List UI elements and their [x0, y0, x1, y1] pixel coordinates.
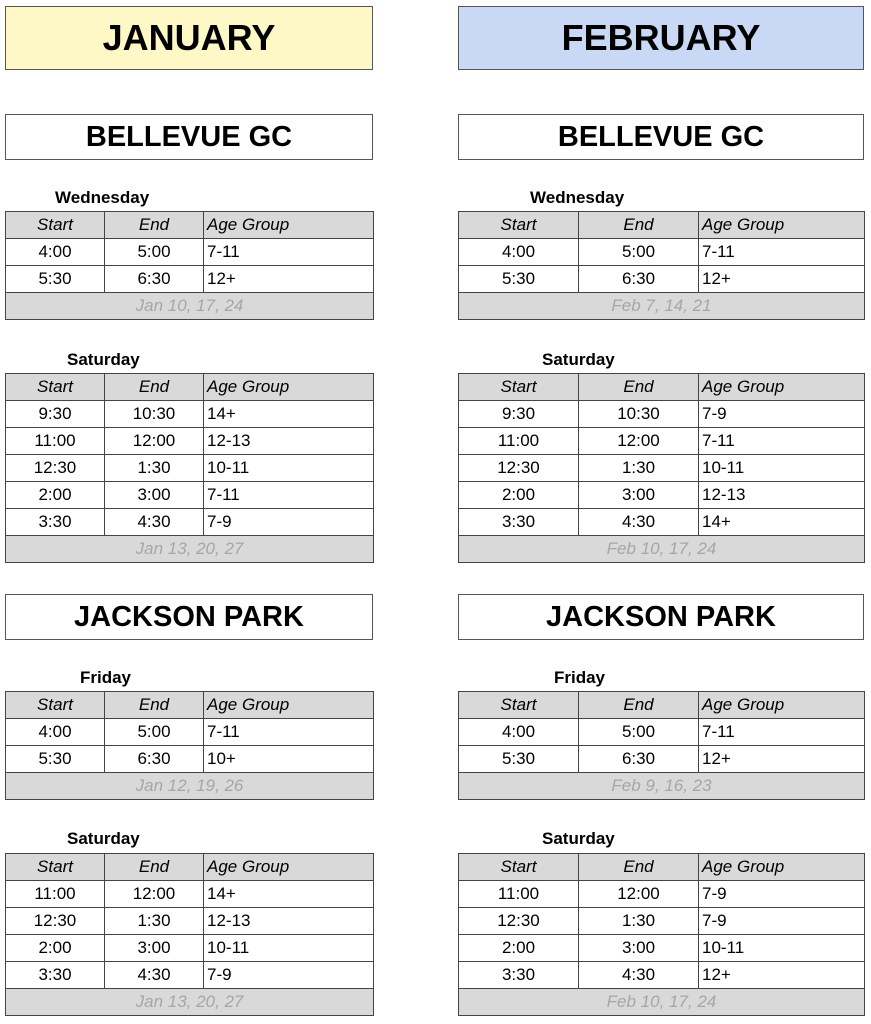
age-cell: 12+ [204, 266, 374, 293]
day-label: Wednesday [530, 188, 625, 207]
start-cell: 5:30 [459, 746, 579, 773]
start-cell: 4:00 [6, 719, 105, 746]
schedule-table [458, 691, 865, 800]
start-cell: 4:00 [6, 239, 105, 266]
start-cell: 3:30 [459, 509, 579, 536]
end-cell: 6:30 [105, 746, 204, 773]
age-group-header: Age Group [699, 854, 865, 881]
age-cell: 7-11 [204, 719, 374, 746]
table-row [459, 266, 865, 293]
end-cell: 5:00 [105, 239, 204, 266]
start-cell: 11:00 [459, 428, 579, 455]
dates-row [6, 773, 374, 800]
venue-title: BELLEVUE GC [458, 114, 864, 160]
age-group-header: Age Group [699, 212, 865, 239]
dates-row [6, 989, 374, 1016]
day-label: Saturday [67, 829, 140, 848]
start-cell: 3:30 [6, 509, 105, 536]
table-row [459, 401, 865, 428]
table-row [6, 239, 374, 266]
age-cell: 7-9 [699, 881, 865, 908]
age-cell: 7-11 [204, 482, 374, 509]
start-header: Start [6, 854, 105, 881]
table-header-row [6, 212, 374, 239]
start-cell: 2:00 [6, 935, 105, 962]
schedule-table [458, 211, 865, 320]
end-header: End [579, 692, 699, 719]
age-cell: 12-13 [699, 482, 865, 509]
age-cell: 10-11 [699, 935, 865, 962]
table-row [6, 266, 374, 293]
age-cell: 10-11 [204, 935, 374, 962]
start-cell: 5:30 [6, 746, 105, 773]
age-group-header: Age Group [699, 374, 865, 401]
table-row [459, 239, 865, 266]
end-cell: 4:30 [105, 509, 204, 536]
table-row [459, 746, 865, 773]
start-header: Start [459, 854, 579, 881]
end-cell: 10:30 [579, 401, 699, 428]
day-label: Saturday [542, 829, 615, 848]
start-cell: 4:00 [459, 239, 579, 266]
table-header-row [459, 854, 865, 881]
start-cell: 12:30 [459, 455, 579, 482]
table-row [459, 482, 865, 509]
day-label: Friday [80, 668, 132, 687]
start-cell: 5:30 [6, 266, 105, 293]
end-cell: 5:00 [579, 239, 699, 266]
table-row [459, 719, 865, 746]
end-header: End [105, 212, 204, 239]
start-cell: 3:30 [6, 962, 105, 989]
age-cell: 12-13 [204, 428, 374, 455]
start-cell: 11:00 [6, 881, 105, 908]
age-cell: 10-11 [699, 455, 865, 482]
end-cell: 1:30 [579, 908, 699, 935]
age-cell: 7-9 [204, 962, 374, 989]
schedule-table [5, 373, 374, 563]
venue-title: BELLEVUE GC [5, 114, 373, 160]
start-header: Start [459, 212, 579, 239]
table-header-row [459, 374, 865, 401]
table-header-row [459, 692, 865, 719]
end-cell: 4:30 [579, 509, 699, 536]
table-row [6, 482, 374, 509]
end-cell: 1:30 [579, 455, 699, 482]
age-cell: 12-13 [204, 908, 374, 935]
age-group-header: Age Group [699, 692, 865, 719]
start-cell: 2:00 [459, 482, 579, 509]
start-cell: 4:00 [459, 719, 579, 746]
age-cell: 7-9 [204, 509, 374, 536]
start-header: Start [459, 374, 579, 401]
table-row [6, 401, 374, 428]
table-row [6, 719, 374, 746]
venue-title: JACKSON PARK [5, 594, 373, 640]
age-cell: 12+ [699, 266, 865, 293]
end-header: End [579, 212, 699, 239]
table-row [6, 935, 374, 962]
month-title: JANUARY [5, 6, 373, 70]
end-cell: 6:30 [579, 266, 699, 293]
table-row [459, 509, 865, 536]
dates-cell: Jan 13, 20, 27 [6, 536, 374, 563]
january-column [5, 0, 413, 1024]
start-cell: 3:30 [459, 962, 579, 989]
day-label: Friday [554, 668, 606, 687]
age-group-header: Age Group [204, 374, 374, 401]
end-header: End [105, 692, 204, 719]
start-header: Start [6, 374, 105, 401]
start-cell: 12:30 [6, 455, 105, 482]
dates-row [459, 293, 865, 320]
end-cell: 5:00 [579, 719, 699, 746]
schedule-table [458, 853, 865, 1016]
schedule-table [5, 211, 374, 320]
day-label: Wednesday [55, 188, 150, 207]
start-cell: 11:00 [459, 881, 579, 908]
dates-cell: Jan 12, 19, 26 [6, 773, 374, 800]
end-cell: 3:00 [105, 935, 204, 962]
dates-cell: Feb 7, 14, 21 [459, 293, 865, 320]
end-header: End [579, 854, 699, 881]
end-cell: 12:00 [105, 881, 204, 908]
day-label: Saturday [542, 350, 615, 369]
end-cell: 12:00 [579, 881, 699, 908]
table-row [459, 962, 865, 989]
end-cell: 6:30 [579, 746, 699, 773]
age-cell: 12+ [699, 962, 865, 989]
end-cell: 3:00 [579, 482, 699, 509]
age-group-header: Age Group [204, 854, 374, 881]
dates-row [6, 293, 374, 320]
table-row [6, 455, 374, 482]
schedule-table [5, 853, 374, 1016]
start-cell: 12:30 [459, 908, 579, 935]
start-header: Start [459, 692, 579, 719]
start-header: Start [6, 692, 105, 719]
end-cell: 1:30 [105, 908, 204, 935]
schedule-table [5, 691, 374, 800]
age-cell: 14+ [699, 509, 865, 536]
table-row [6, 428, 374, 455]
start-header: Start [6, 212, 105, 239]
age-cell: 12+ [699, 746, 865, 773]
age-cell: 14+ [204, 881, 374, 908]
start-cell: 2:00 [6, 482, 105, 509]
dates-row [459, 989, 865, 1016]
table-row [459, 881, 865, 908]
start-cell: 9:30 [6, 401, 105, 428]
dates-cell: Feb 9, 16, 23 [459, 773, 865, 800]
age-cell: 7-9 [699, 401, 865, 428]
end-cell: 12:00 [579, 428, 699, 455]
table-header-row [459, 212, 865, 239]
table-row [6, 509, 374, 536]
end-cell: 12:00 [105, 428, 204, 455]
table-row [459, 935, 865, 962]
age-cell: 7-11 [699, 239, 865, 266]
dates-cell: Jan 10, 17, 24 [6, 293, 374, 320]
table-row [459, 908, 865, 935]
dates-row [459, 536, 865, 563]
age-group-header: Age Group [204, 212, 374, 239]
end-cell: 4:30 [105, 962, 204, 989]
age-cell: 10+ [204, 746, 374, 773]
table-row [459, 455, 865, 482]
start-cell: 2:00 [459, 935, 579, 962]
table-row [6, 962, 374, 989]
end-cell: 6:30 [105, 266, 204, 293]
end-header: End [105, 374, 204, 401]
start-cell: 12:30 [6, 908, 105, 935]
table-row [6, 881, 374, 908]
age-cell: 14+ [204, 401, 374, 428]
end-cell: 1:30 [105, 455, 204, 482]
table-row [6, 746, 374, 773]
end-header: End [105, 854, 204, 881]
start-cell: 11:00 [6, 428, 105, 455]
dates-row [6, 536, 374, 563]
end-header: End [579, 374, 699, 401]
end-cell: 5:00 [105, 719, 204, 746]
table-header-row [6, 374, 374, 401]
dates-cell: Jan 13, 20, 27 [6, 989, 374, 1016]
age-group-header: Age Group [204, 692, 374, 719]
table-row [6, 908, 374, 935]
age-cell: 7-11 [699, 428, 865, 455]
end-cell: 4:30 [579, 962, 699, 989]
end-cell: 3:00 [579, 935, 699, 962]
dates-row [459, 773, 865, 800]
dates-cell: Feb 10, 17, 24 [459, 989, 865, 1016]
start-cell: 9:30 [459, 401, 579, 428]
end-cell: 10:30 [105, 401, 204, 428]
age-cell: 7-11 [699, 719, 865, 746]
venue-title: JACKSON PARK [458, 594, 864, 640]
february-column [458, 0, 866, 1024]
dates-cell: Feb 10, 17, 24 [459, 536, 865, 563]
age-cell: 7-9 [699, 908, 865, 935]
table-row [459, 428, 865, 455]
age-cell: 10-11 [204, 455, 374, 482]
month-title: FEBRUARY [458, 6, 864, 70]
table-header-row [6, 692, 374, 719]
end-cell: 3:00 [105, 482, 204, 509]
day-label: Saturday [67, 350, 140, 369]
start-cell: 5:30 [459, 266, 579, 293]
table-header-row [6, 854, 374, 881]
schedule-table [458, 373, 865, 563]
age-cell: 7-11 [204, 239, 374, 266]
